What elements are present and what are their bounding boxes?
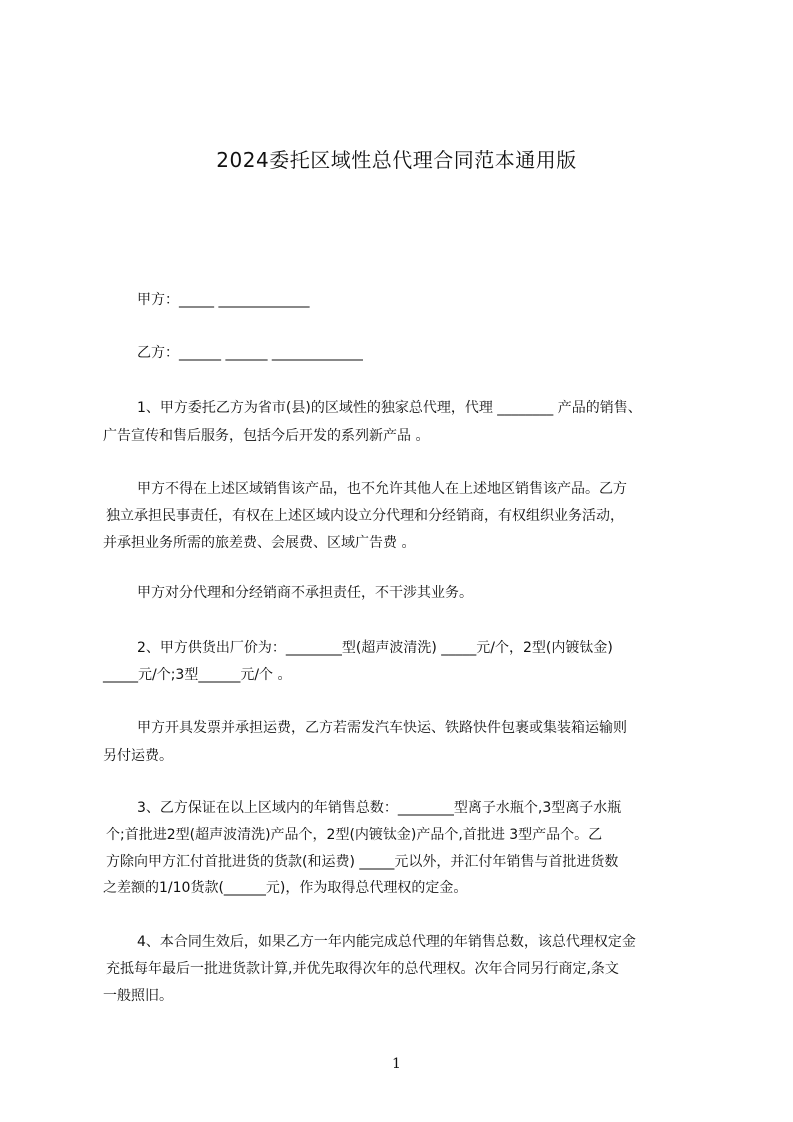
party-a-line: 甲方：_____ _____________ (137, 292, 310, 308)
clause-2-line-2: _____元/个;3型______元/个 。 (103, 667, 292, 683)
document-title: 2024委托区域性总代理合同范本通用版 (216, 148, 577, 172)
paragraph-2-line-3: 并承担业务所需的旅差费、会展费、区域广告费 。 (103, 535, 416, 551)
paragraph-2-line-1: 甲方不得在上述区域销售该产品，也不允许其他人在上述地区销售该产品。乙方 (137, 481, 627, 497)
page-number: 1 (392, 1056, 401, 1072)
paragraph-2-line-2: 独立承担民事责任，有权在上述区域内设立分代理和分经销商，有权组织业务活动， (106, 508, 624, 524)
clause-4-line-2: 充抵每年最后一批进货款计算,并优先取得次年的总代理权。次年合同另行商定,条文 (106, 961, 619, 977)
clause-2-line-1: 2、甲方供货出厂价为：________型(超声波清洗) _____元/个，2型(内镀钛金) (137, 640, 613, 656)
clause-1-line-2: 广告宣传和售后服务，包括今后开发的系列新产品 。 (103, 428, 430, 444)
clause-4-line-3: 一般照旧。 (103, 988, 173, 1004)
paragraph-5-line-2: 另付运费。 (103, 748, 173, 764)
party-b-line: 乙方：______ ______ _____________ (137, 345, 363, 361)
paragraph-5-line-1: 甲方开具发票并承担运费，乙方若需发汽车快运、铁路快件包裹或集装箱运输则 (137, 720, 627, 736)
clause-3-line-4: 之差额的1/10货款(______元)，作为取得总代理权的定金。 (103, 880, 468, 896)
clause-4-line-1: 4、本合同生效后，如果乙方一年内能完成总代理的年销售总数，该总代理权定金 (137, 934, 636, 950)
clause-3-line-3: 方除向甲方汇付首批进货的货款(和运费) _____元以外，并汇付年销售与首批进货数 (106, 854, 619, 870)
clause-3-line-2: 个;首批进2型(超声波清洗)产品个，2型(内镀钛金)产品个,首批进 3型产品个。乙 (106, 827, 603, 843)
clause-3-line-1: 3、乙方保证在以上区域内的年销售总数：________型离子水瓶个,3型离子水瓶 (137, 800, 622, 816)
paragraph-3-line-1: 甲方对分代理和分经销商不承担责任，不干涉其业务。 (137, 585, 473, 601)
clause-1-line-1: 1、甲方委托乙方为省市(县)的区域性的独家总代理，代理 ________ 产品的销售、 (137, 400, 642, 416)
